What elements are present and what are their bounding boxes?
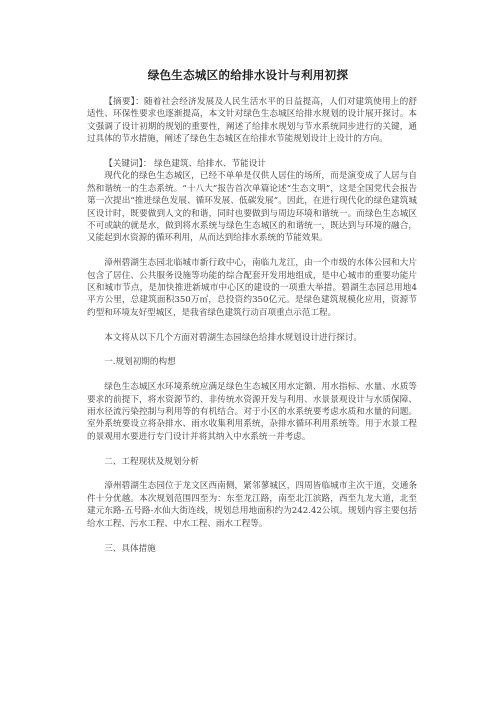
section-heading: 三、具体措施 xyxy=(104,543,156,554)
section-paragraph: 漳州碧湖生态园位于龙文区西南侧，紧邻蓼城区，四周皆临城市主次干道，交通条件十分优越。本次规划范围四至为：东至龙江路，南至北江滨路，西至九龙大道，北至建元东路-五号路-水仙大街连线，规划总用地面积约为242.42公顷。规划内容主要包括给水工程、污水工程、中水工程、雨水工程等。 xyxy=(87,481,417,529)
article-body xyxy=(87,96,417,555)
section-heading: 一.规划初期的构想 xyxy=(104,357,176,368)
body-paragraph: 漳州碧湖生态园北临城市新行政中心，南临九龙江，由一个市级的水体公园和大片包含了居住、公共服务设施等功能的综合配套开发用地组成，是中心城市的重要功能片区和城市节点，是加快推进新城市中心区的建设的一项重大举措。碧湖生态园总用地4平方公里，总建筑面积350万㎡，总投资约350亿元。是绿色建筑规模化应用，资源节约型和环境友好型城区，是我省绿色建筑行动百项重点示范工程。 xyxy=(87,258,417,318)
article-title: 绿色生态城区的给排水设计与利用初探 xyxy=(147,68,349,82)
keywords-line: 【关键词】： 绿色建筑、给排水、节能设计 xyxy=(104,159,266,170)
body-paragraph: 现代化的绿色生态城区，已经不单单是仅供人居住的场所，而是演变成了人居与自然和谐统一的生态系统。“十八大”报告首次单篇论述“生态文明”，这是全国党代会报告第一次提出“推进绿色发展、循环发展、低碳发展”。因此，在进行现代化的绿色建筑城区设计时，既要做到人文的和谐，同时也要做到与周边环境和谐统一。而绿色生态城区不可或缺的就是水，做到将水系统与绿色生态城区的和谐统一，既达到与环境的融合，又能起到水资源的循环利用，从而达到给排水系统的节能效果。 xyxy=(87,171,417,244)
body-paragraph: 本文将从以下几个方面对碧湖生态园绿色给排水规划设计进行探讨。 xyxy=(104,332,363,343)
section-paragraph: 绿色生态城区水环境系统应满足绿色生态城区用水定额、用水指标、水量、水质等要求的前提下，将水资源节约、非传统水资源开发与利用、水景景观设计与水质保障、雨水径流污染控制与利用等的有机结合。对于小区的水系统要考虑水质和水量的问题。室外系统要设立将杂排水、雨水收集利用系统，杂排水循环利用系统等。用于水景工程的景观用水要进行专门设计并将其纳入中水系统一并考虑。 xyxy=(87,382,417,442)
abstract-paragraph: 【摘要】：随着社会经济发展及人民生活水平的日益提高，人们对建筑使用上的舒适性、环保性要求也逐渐提高，本文针对绿色生态城区给排水规划的设计展开探讨。本文强调了设计初期的规划的重要性，阐述了给排水规划与节水系统同步进行的关键，通过具体的节水措施，阐述了绿色生态城区在给排水节能规划设计上设计的方向。 xyxy=(87,97,417,145)
section-heading: 二、工程现状及规划分析 xyxy=(104,456,199,467)
